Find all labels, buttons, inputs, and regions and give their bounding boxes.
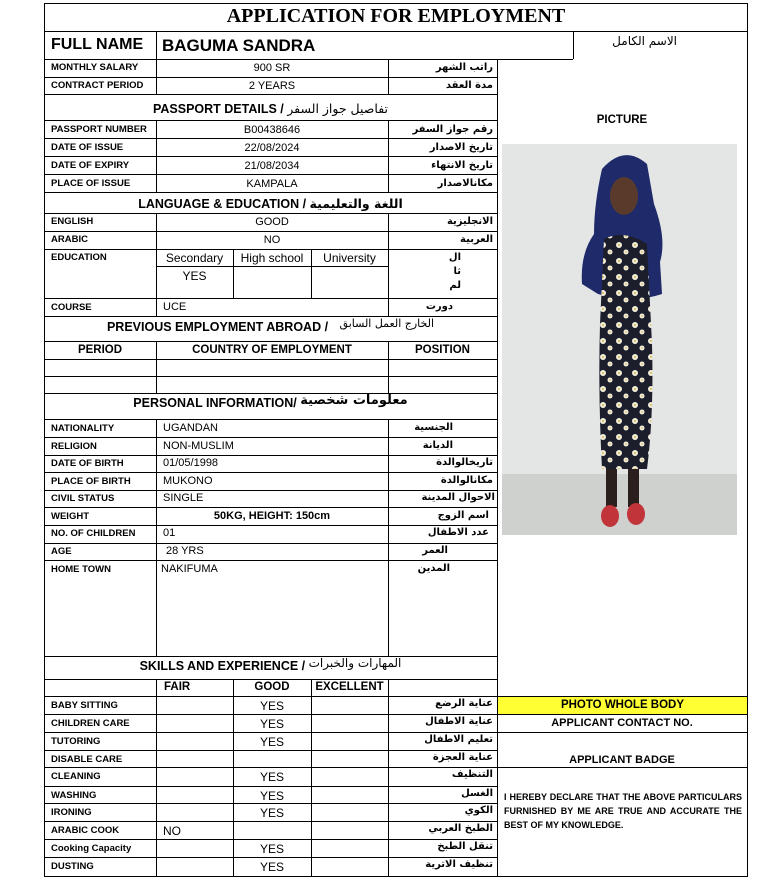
passport-number-value: B00438646 — [243, 124, 301, 136]
education-col-high-school: High school — [240, 251, 304, 265]
date-of-issue-label: DATE OF ISSUE — [51, 142, 124, 153]
english-label: ENGLISH — [51, 216, 94, 227]
photo-whole-body-label: PHOTO WHOLE BODY — [498, 697, 747, 714]
skill-arabic: تنقل الطبخ — [437, 841, 493, 852]
skill-arabic: الطبخ العربي — [428, 823, 493, 834]
passport-number-arabic: رقم جواز السفر — [412, 124, 493, 135]
home-town-arabic: المدين — [417, 563, 450, 574]
contract-period-arabic: مدة العقد — [445, 80, 493, 91]
language-section-title: LANGUAGE & EDUCATION / اللغة والتعليمية — [138, 196, 403, 211]
children-label: NO. OF CHILDREN — [51, 528, 136, 539]
age-arabic: العمر — [422, 545, 448, 556]
skill-label: IRONING — [51, 807, 92, 818]
monthly-salary-value: 900 SR — [253, 62, 291, 74]
passport-number-label: PASSPORT NUMBER — [51, 124, 147, 135]
nationality-label: NATIONALITY — [51, 423, 115, 434]
previous-employment-title: PREVIOUS EMPLOYMENT ABROAD / الخارج العمل السابق — [106, 317, 435, 334]
skill-fair: NO — [163, 824, 181, 838]
education-label: EDUCATION — [51, 252, 107, 263]
skill-good: YES — [259, 717, 284, 731]
date-of-birth-arabic: تاريخالوالدة — [436, 457, 493, 468]
english-arabic: الانجليزية — [446, 216, 493, 227]
skill-arabic: التنظيف — [451, 769, 493, 780]
education-col-university: University — [323, 251, 376, 265]
weight-value: 50KG, HEIGHT: 150cm — [213, 510, 331, 522]
skill-arabic: عناية الاطفال — [425, 716, 493, 727]
skill-arabic: تعليم الاطفال — [424, 734, 493, 745]
prev-emp-country-header: COUNTRY OF EMPLOYMENT — [192, 344, 352, 356]
arabic-value: NO — [263, 234, 281, 246]
religion-value: NON-MUSLIM — [163, 440, 234, 452]
children-arabic: عدد الاطفال — [427, 527, 489, 538]
children-value: 01 — [163, 527, 176, 539]
personal-section-title: PERSONAL INFORMATION/ معلومات شخصية — [133, 393, 408, 410]
skill-label: ARABIC COOK — [51, 825, 120, 836]
prev-emp-position-header: POSITION — [415, 344, 470, 356]
date-of-expiry-label: DATE OF EXPIRY — [51, 160, 130, 171]
monthly-salary-arabic: راتب الشهر — [435, 62, 493, 73]
civil-status-value: SINGLE — [163, 492, 204, 504]
civil-status-arabic: الاحوال المدينة — [421, 492, 495, 503]
place-of-issue-arabic: مكانالاصدار — [437, 178, 493, 189]
picture-label: PICTURE — [596, 114, 648, 126]
english-value: GOOD — [255, 216, 289, 228]
skill-label: WASHING — [51, 790, 97, 801]
education-value-secondary: YES — [182, 269, 207, 283]
date-of-issue-arabic: تاريخ الاصدار — [429, 142, 493, 153]
skill-label: TUTORING — [51, 736, 101, 747]
full-name-value: BAGUMA SANDRA — [162, 36, 316, 55]
nationality-value: UGANDAN — [163, 422, 219, 434]
applicant-photo — [502, 144, 737, 535]
prev-emp-period-header: PERIOD — [77, 344, 123, 356]
home-town-label: HOME TOWN — [51, 564, 111, 575]
monthly-salary-label: MONTHLY SALARY — [51, 62, 139, 73]
skill-good: YES — [259, 699, 284, 713]
course-value: UCE — [163, 301, 187, 313]
date-of-issue-value: 22/08/2024 — [244, 142, 300, 154]
skill-good: YES — [259, 860, 284, 874]
civil-status-label: CIVIL STATUS — [51, 493, 115, 504]
place-of-birth-label: PLACE OF BIRTH — [51, 476, 131, 487]
full-name-label: FULL NAME — [51, 36, 144, 53]
form-title: APPLICATION FOR EMPLOYMENT — [226, 5, 566, 27]
weight-label: WEIGHT — [51, 511, 89, 522]
date-of-birth-value: 01/05/1998 — [163, 457, 219, 469]
education-arabic-3: لم — [449, 280, 461, 291]
religion-arabic: الديانة — [422, 440, 453, 451]
course-arabic: دورت — [425, 301, 453, 312]
date-of-birth-label: DATE OF BIRTH — [51, 458, 124, 469]
contract-period-value: 2 YEARS — [248, 80, 296, 92]
arabic-arabic: العربية — [460, 234, 493, 245]
skill-good: YES — [259, 806, 284, 820]
religion-label: RELIGION — [51, 441, 97, 452]
passport-section-title: PASSPORT DETAILS / تفاصيل جواز السفر — [152, 101, 389, 116]
course-label: COURSE — [51, 302, 92, 313]
skill-good: YES — [259, 842, 284, 856]
age-value: 28 YRS — [166, 545, 204, 557]
nationality-arabic: الجنسية — [414, 422, 453, 433]
skill-arabic: الكوي — [464, 805, 493, 816]
skill-arabic: عناية العجزة — [432, 752, 493, 763]
education-col-secondary: Secondary — [165, 251, 224, 265]
full-name-arabic: الاسم الكامل — [612, 34, 677, 48]
education-arabic-2: ثا — [453, 266, 461, 277]
place-of-birth-arabic: مكانالوالدة — [440, 475, 493, 486]
applicant-badge-label: APPLICANT BADGE — [569, 754, 675, 766]
person-photo-illustration — [502, 144, 737, 535]
skill-label: BABY SITTING — [51, 700, 118, 711]
education-arabic-1: ال — [448, 252, 461, 263]
skill-label: Cooking Capacity — [51, 843, 132, 854]
date-of-expiry-value: 21/08/2034 — [244, 160, 300, 172]
place-of-issue-label: PLACE OF ISSUE — [51, 178, 131, 189]
skills-header-excellent: EXCELLENT — [315, 681, 384, 693]
skill-good: YES — [259, 770, 284, 784]
skill-arabic: عناية الرضع — [435, 698, 493, 709]
skills-header-fair: FAIR — [164, 681, 191, 693]
skill-label: DUSTING — [51, 861, 94, 872]
place-of-birth-value: MUKONO — [163, 475, 213, 487]
date-of-expiry-arabic: تاريخ الانتهاء — [431, 160, 493, 171]
skill-good: YES — [259, 735, 284, 749]
declaration-text: I HEREBY DECLARE THAT THE ABOVE PARTICULARS FURNISHED BY ME ARE TRUE AND ACCURATE THE BEST OF MY KNOWLEDGE. — [504, 792, 742, 830]
weight-arabic: اسم الزوج — [437, 510, 489, 521]
skill-arabic: الغسل — [461, 788, 493, 799]
skill-good: YES — [259, 789, 284, 803]
arabic-label: ARABIC — [51, 234, 88, 245]
skill-label: CHILDREN CARE — [51, 718, 130, 729]
applicant-contact-label: APPLICANT CONTACT NO. — [551, 717, 693, 729]
skill-arabic: تنظيف الاترية — [425, 859, 493, 870]
home-town-value: NAKIFUMA — [161, 563, 218, 575]
place-of-issue-value: KAMPALA — [246, 178, 298, 190]
age-label: AGE — [51, 546, 72, 557]
contract-period-label: CONTRACT PERIOD — [51, 80, 144, 91]
skill-label: CLEANING — [51, 771, 101, 782]
skills-header-good: GOOD — [254, 681, 290, 693]
skills-section-title: SKILLS AND EXPERIENCE / المهارات والخبرات — [139, 656, 402, 673]
skill-label: DISABLE CARE — [51, 754, 123, 765]
